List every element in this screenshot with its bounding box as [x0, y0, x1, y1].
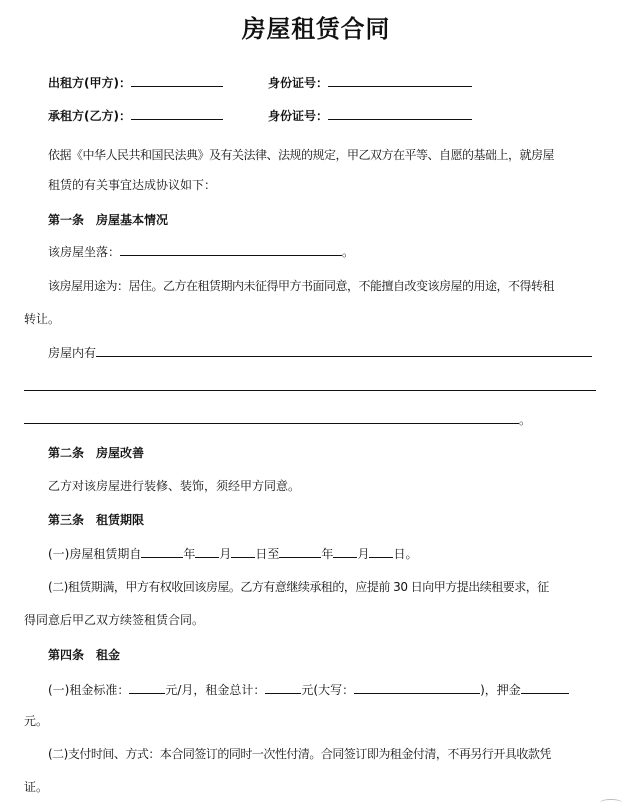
lessee-line	[48, 107, 223, 124]
contents-line-3	[24, 411, 531, 428]
document-title: 房屋租赁合同	[241, 14, 391, 43]
deposit-blank	[521, 681, 569, 694]
rent-prefix: (一)租金标准：	[48, 683, 130, 697]
rent-yuan-end: 元。	[24, 714, 49, 728]
page-corner-mark	[600, 799, 622, 806]
start-year-blank	[141, 545, 183, 558]
location-label: 该房屋坐落：	[48, 245, 121, 259]
term-day-end: 日。	[393, 547, 418, 561]
end-month-blank	[333, 545, 357, 558]
article-4-heading: 第四条 租金	[48, 648, 121, 662]
rent-deposit: )，押金	[480, 683, 521, 697]
lessor-line	[48, 74, 223, 91]
lessee-id-blank	[328, 107, 472, 120]
lessor-id-label: 身份证号：	[268, 76, 329, 90]
pay-line-2: 证。	[24, 780, 49, 794]
term-line	[48, 545, 417, 562]
term-year: 年	[183, 547, 196, 561]
term-month: 月	[219, 547, 232, 561]
location-blank	[120, 243, 342, 256]
use-line-1: 该房屋用途为：居住。乙方在租赁期内未征得甲方书面同意，不能擅自改变该房屋的用途，不得转租	[48, 279, 555, 293]
intro-line-2: 租赁的有关事宜达成协议如下：	[48, 178, 217, 192]
end-year-blank	[279, 545, 321, 558]
renew-line-1: (二)租赁期满，甲方有权收回该房屋。乙方有意继续承租的，应提前 30 日向甲方提出续租要求，征	[48, 580, 549, 594]
contents-end: 。	[519, 413, 532, 427]
lessee-label: 承租方(乙方)：	[48, 109, 131, 123]
contents-line-2	[24, 378, 596, 395]
article-2-heading: 第二条 房屋改善	[48, 446, 145, 460]
term-prefix: (一)房屋租赁期自	[48, 547, 142, 561]
start-month-blank	[195, 545, 219, 558]
lessor-id-blank	[328, 74, 472, 87]
renew-line-2: 得同意后甲乙双方续签租赁合同。	[24, 613, 205, 627]
intro-line-1: 依据《中华人民共和国民法典》及有关法律、法规的规定，甲乙双方在平等、自愿的基础上，就房屋	[48, 148, 555, 162]
rent-total-blank	[265, 681, 301, 694]
pay-line-1: (二)支付时间、方式：本合同签订的同时一次性付清。合同签订即为租金付清，不再另行开具收款凭	[48, 747, 551, 761]
term-month-2: 月	[357, 547, 370, 561]
end-day-blank	[369, 545, 393, 558]
location-end: 。	[342, 245, 355, 259]
contents-line-1	[48, 344, 592, 361]
lessee-name-blank	[131, 107, 223, 120]
article-2-text: 乙方对该房屋进行装修、装饰，须经甲方同意。	[48, 479, 301, 493]
rent-line	[48, 681, 569, 698]
contents-blank-1	[96, 344, 592, 357]
term-year-2: 年	[321, 547, 334, 561]
start-day-blank	[231, 545, 255, 558]
contents-blank-2	[24, 378, 596, 391]
lessee-id-label: 身份证号：	[268, 109, 329, 123]
lessee-id-line	[268, 107, 472, 124]
term-day-to: 日至	[255, 547, 280, 561]
lessor-id-line	[268, 74, 472, 91]
article-3-heading: 第三条 租赁期限	[48, 513, 145, 527]
use-line-2: 转让。	[24, 312, 61, 326]
rent-yuan-daxie: 元(大写：	[301, 683, 355, 697]
monthly-rent-blank	[129, 681, 165, 694]
article-1-heading: 第一条 房屋基本情况	[48, 213, 169, 227]
contents-label: 房屋内有	[48, 346, 97, 360]
lessor-name-blank	[131, 74, 223, 87]
location-line	[48, 243, 354, 260]
rent-per-month: 元/月，租金总计：	[165, 683, 266, 697]
lessor-label: 出租方(甲方)：	[48, 76, 131, 90]
rent-daxie-blank	[354, 681, 480, 694]
contents-blank-3	[24, 411, 519, 424]
